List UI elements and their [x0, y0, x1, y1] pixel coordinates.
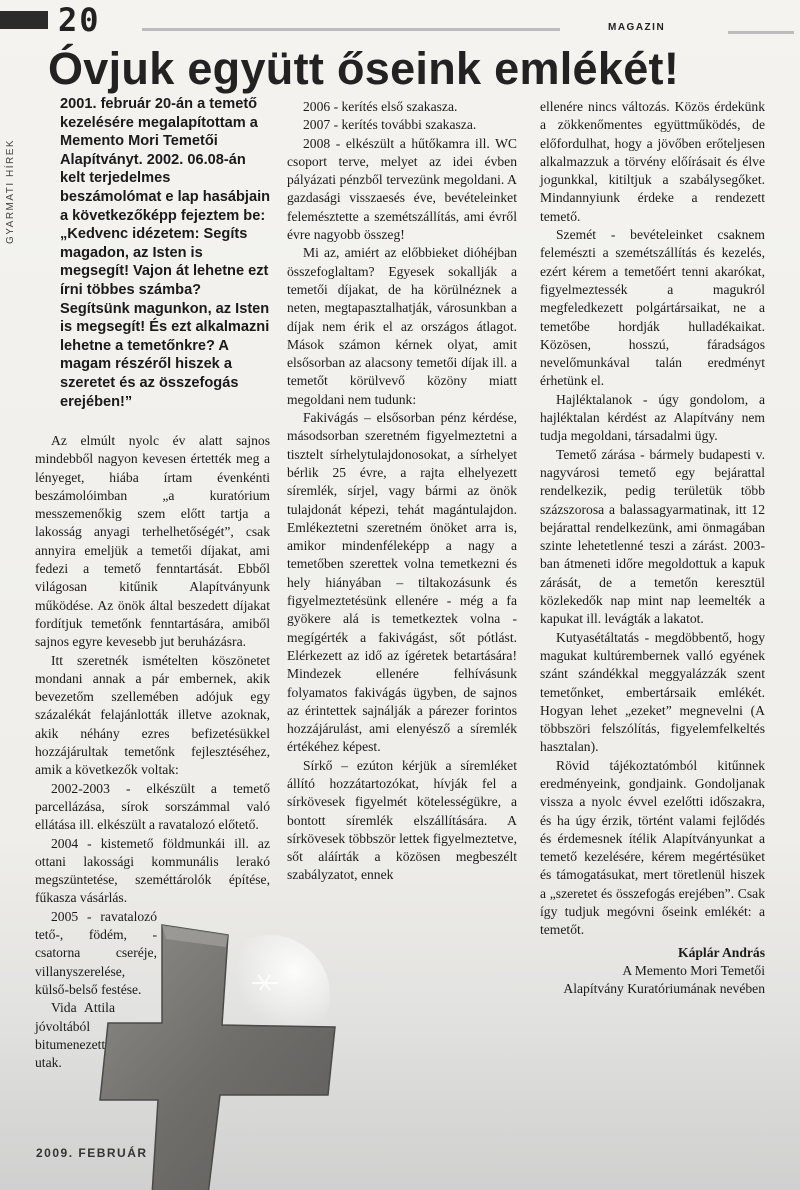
paragraph: Rövid tájékoztatómból kitűnnek eredményeink, gondjaink. Gondoljanak vissza a nyolc évvel ezelőtti időszakra, és ha úgy érzik, történt valami fejlődés és érdemesnek ítélik Alapítványunkat a temető kezelésére, kérem megértésüket és támogatásukat, mert töretlenül hiszek a „szeretet és összefogás erejében”. Csak így tudjuk megóvni őseink emlékét: a temetőt. — [540, 757, 765, 938]
column-2 — [287, 98, 517, 885]
paragraph: 2007 - kerítés további szakasza. — [303, 117, 477, 133]
header-rule-right — [728, 31, 794, 34]
side-label-text: GYARMATI HÍREK — [5, 138, 17, 245]
paragraph: Az elmúlt nyolc év alatt sajnos mindebből nagyon kevesen értették meg a lényeget, hiába írtam évenkénti beszámolóimban „a kuratórium messzemenőkig szem előtt tartja a lakosság anyagi terhelhetőségét”, csak annyira emeljük a temetői díjakat, ami fedezi a temető fenntartását. Ebből világosan kitűnik Alapítványunk működése. Az önök által beszedett díjakat fordítjuk temetőnk fenntartására, amiből sajnos egyre kevesebb jut beruházásra. — [35, 433, 270, 650]
paragraph: Temető zárása - bármely budapesti v. nagyvárosi temető egy bejárattal rendelkezik, pedig területük több százszorosa a balassagyarmatinak, itt 12 bejárattal rendelkezünk, ami önmagában szinte lehetetlenné teszi a zárást. 2003-ban átmeneti időre megoldottuk a kapuk zárását, de a temetőn keresztül közlekedők nap mint nap leemelték a kapukat ill. levágták a lakatot. — [540, 446, 765, 627]
paragraph: Hajléktalanok - úgy gondolom, a hajléktalan kérdést az Alapítvány nem tudja megoldani, társadalmi ügy. — [540, 391, 765, 444]
author-affiliation-2: Alapítvány Kuratóriumának nevében — [563, 981, 765, 997]
paragraph: Szemét - bevételeinket csaknem felemészti a szemétszállítás és kezelés, ezért kérem a temetőért tenni akarókat, figyelmeztessék a magukról megfeledkezett polgártársaikat, ne a temetőbe hordják hulladékaikat. Közösen, hosszú, fáradságos nevelőmunkával talán eredményt érhetünk el. — [540, 227, 765, 389]
paragraph: Vida Attila jóvoltából bitumenezett utak. — [35, 1000, 115, 1071]
paragraph: ellenére nincs változás. Közös érdekünk a zökkenőmentes együttműködés, de előfordulhat, hogy a jövőben erőteljesen alkalmazzuk a törvény előírásait és élve jogunkkal, kitiltjuk a szabálysegőket. Mindannyiunk érdeke a rendezett temető. — [540, 99, 765, 224]
paragraph: 2008 - elkészült a hűtőkamra ill. WC csoport terve, melyet az idei évben pályázati pénzből tervezünk megoldani. A gazdasági visszaesés éve, bevételeinket felemésztette a szemétszállítás, ami évről évre nagyobb összeg! — [287, 135, 517, 243]
paragraph: 2006 - kerítés első szakasza. — [303, 99, 458, 114]
lead-paragraph: 2001. február 20-án a temető kezelésére megalapítottam a Memento Mori Temetői Alapítványt. 2002. 06.08-án kelt terjedelmes beszámolómat e lap hasábjain a következőképp fejeztem be: „Kedvenc idézetem: Segíts magadon, az Isten is megsegít! Vajon át lehetne ezt írni többes számba? Segítsünk magunkon, az Isten is megsegít! És ezt alkalmazni lehetne a temetőnkre? A magam részéről hiszek a szeretet és az összefogás erejében!” — [60, 96, 271, 410]
paragraph: 2005 - ravatalozó tető-, födém, -csatorna cseréje, villanyszerelése, külső-belső festése. — [35, 908, 157, 997]
paragraph: 2004 - kistemető földmunkái ill. az ottani lakossági kommunális lerakó megszüntetése, szeméttárolók építése, fűkasza vásárlás. — [35, 835, 270, 906]
paragraph: 2002-2003 - elkészült a temető parcellázása, sírok sorszámmal való ellátása ill. elkészült a ravatalozó előtető. — [35, 780, 270, 833]
paragraph: Fakivágás – elsősorban pénz kérdése, másodsorban szeretném figyelmeztetni a tisztelt sírhelytulajdonosokat, a sírhelyet bérlik 25 évre, a rajta elhelyezett síremlék, sírjel, vagy bármi az önök tulajdonát képezi, tehát magántulajdon. Emlékeztetni szeretném önöket arra is, amikor mindenféleképp a nagy a temetőben szerettek volna temetkezni és hely hiányában – tiltakozásunk és figyelmeztetésünk ellenére - még a fa gyökere alá is temetkeztek volna - megígérték a fakivágást, sőt pótlást. Elérkezett az idő az ígéretek betartására! Mindezek ellenére felhívásunk folyamatos fakivágás ügyben, de sajnos az érintettek sajnálják a párezer forintos hozzájárulást, ami elenyésző a síremlék értékéhez képest. — [287, 410, 517, 755]
section-label: MAGAZIN — [608, 22, 666, 33]
issue-date: 2009. FEBRUÁR — [36, 1146, 148, 1160]
paragraph: Itt szeretnék ismételten köszönetet mondani annak a pár embernek, akik bevezetőm szellemében adójuk egy százalékát felajánlották illetve azoknak, akik néhány ezres befizetésükkel hozzájárultak temetőnk fejlesztéséhez, amik a következők voltak: — [35, 652, 270, 778]
header-rule — [142, 28, 560, 31]
column-3 — [540, 98, 765, 999]
page-number-bar — [0, 11, 48, 29]
author-affiliation-1: A Memento Mori Temetői — [622, 962, 765, 978]
column-1 — [35, 432, 270, 1072]
paragraph: Kutyasétáltatás - megdöbbentő, hogy magukat kultúrembernek valló egyének szánt szándékkal meggyalázzák szent temetőnket, embertársaik emlékét. Hogyan lehet „ezeket” megnevelni (A többszöri felszólítás, figyelemfelkeltés hasztalan). — [540, 629, 765, 755]
paragraph: Mi az, amiért az előbbieket dióhéjban összefoglaltam? Egyesek sokallják a temetői díjakat, de ha körülnéznek a neten, megtapasztalhatják, városunkban a díjak nem érik el az országos átlagot. Mások számon kérnek olyat, amit elsősorban az alacsony temetői díjak ill. a temetőt körülvevő közöny miatt megoldani nem tudunk: — [287, 245, 517, 407]
page-number: 20 — [58, 1, 101, 39]
article-title: Óvjuk együtt őseink emlékét! — [48, 43, 680, 94]
side-label — [0, 104, 22, 279]
paragraph: Sírkő – ezúton kérjük a síremléket állító hozzátartozókat, hívják fel a sírkövesek figyelmét kötelességükre, a bontott síremlék elszállítására. A sírkövesek többször lettek figyelmeztetve, sőt aláírták a közösen megbeszélt szabályzatot, ennek — [287, 757, 517, 883]
author-name: Káplár András — [678, 944, 765, 960]
